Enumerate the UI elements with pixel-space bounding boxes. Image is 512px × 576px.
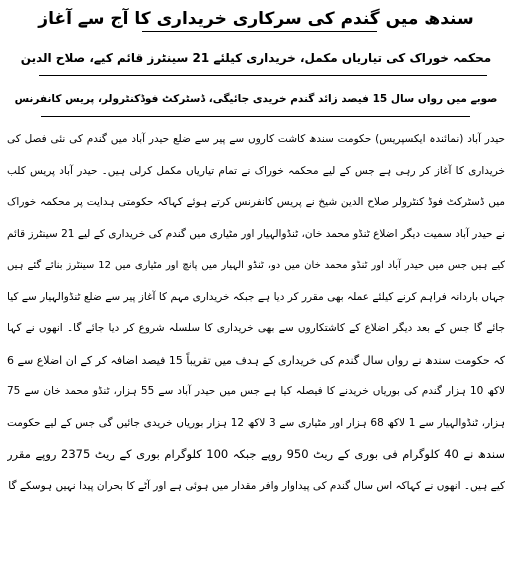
article-body — [7, 124, 505, 564]
body-line: حیدر آباد (نمائندہ ایکسپریس) حکومت سندھ کاشت کاروں سے پیر سے ضلع حیدر آباد میں گندم کی نئی فصل کی — [7, 133, 505, 145]
body-line: کیے ہیں جس میں حیدر آباد اور ٹنڈو محمد خان میں دو، ٹنڈو الہیار میں پانچ اور مٹیاری میں 12 سینٹرز بنائے گئے ہیں — [7, 260, 505, 271]
body-line: میں ڈسٹرکٹ فوڈ کنٹرولر صلاح الدین شیخ نے پریس کانفرنس کرتے ہوئے کہاکہ حکومتی ہدایت پر محکمہ خوراک — [7, 196, 505, 208]
headline-underline — [41, 116, 470, 117]
body-line: خریداری کا آغاز کر رہی ہے جس کے لیے محکمہ خوراک نے تمام تیاریاں مکمل کرلی ہیں۔ حیدر آباد پریس کلب — [7, 164, 505, 177]
body-line: جائے گا جس کے بعد دیگر اضلاع کے کاشتکاروں سے بھی خریداری کا سلسلہ شروع کر دیا جائے گا۔ انھوں نے کہا — [7, 322, 505, 334]
headline-sub-2: صوبے میں رواں سال 15 فیصد زائد گندم خریدی جائیگی، ڈسٹرکٹ فوڈکنٹرولر، پریس کانفرنس — [14, 93, 498, 105]
headline-underline — [142, 31, 377, 32]
body-line: نے حیدر آباد سمیت دیگر اضلاع ٹنڈو محمد خان، ٹنڈوالہیار اور مٹیاری میں گندم کی خریداری کے لیے 21 سینٹرز قائم — [7, 227, 505, 240]
headline-main: سندھ میں گندم کی سرکاری خریداری کا آج سے آغاز — [38, 9, 474, 29]
headline-underline — [39, 75, 487, 76]
body-line: لاکھ 10 ہزار گندم کی بوریاں خریدنے کا فیصلہ کیا ہے جس میں حیدر آباد سے 55 ہزار، ٹنڈو محمد خان سے 75 — [7, 385, 505, 397]
body-line: جہاں باردانہ فراہم کرنے کیلئے عملہ بھی مقرر کر دیا ہے جبکہ خریداری مہم کا آغاز پیر سے ضلع ٹنڈوالہیار سے کیا — [7, 290, 505, 303]
body-line: ہزار، ٹنڈوالہیار سے 1 لاکھ 68 ہزار اور مٹیاری سے 3 لاکھ 12 ہزار بوریاں خریدی جائیں گی جس کے لیے حکومت — [7, 416, 505, 429]
body-line: کیے ہیں۔ انھوں نے کہاکہ اس سال گندم کی پیداوار وافر مقدار میں ہوئی ہے اور آٹے کا بحران پیدا نہیں ہوسکے گا — [8, 479, 505, 492]
body-line: کہ حکومت سندھ نے رواں سال گندم کی خریداری کے ہدف میں تقریباً 15 فیصد اضافہ کر کے ان اضلاع سے 6 — [7, 353, 505, 367]
headline-sub-1: محکمہ خوراک کی تیاریاں مکمل، خریداری کیلئے 21 سینٹرز قائم کیے، صلاح الدین — [20, 51, 492, 65]
body-line: سندھ نے 40 کلوگرام فی بوری کے ریٹ 950 روپے جبکہ 100 کلوگرام بوری کے ریٹ 2375 روپے مقرر — [7, 447, 505, 461]
